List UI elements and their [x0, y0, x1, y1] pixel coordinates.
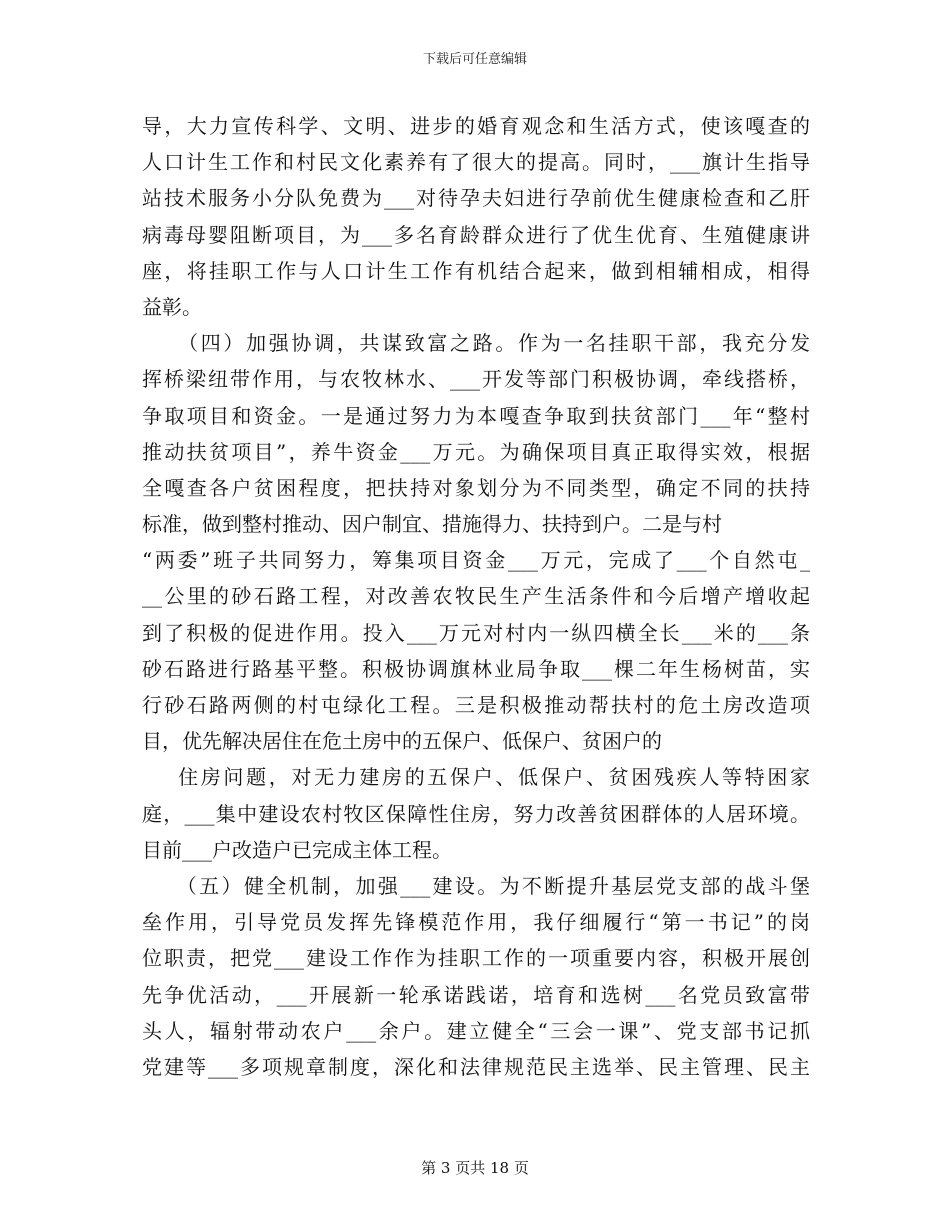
- text-line: 全嘎查各户贫困程度，把扶持对象划分为不同类型，确定不同的扶持: [142, 475, 810, 500]
- text-line: 到了积极的促进作用。投入___万元对村内一纵四横全长___米的___条: [142, 620, 810, 645]
- text-line: 党建等___多项规章制度，深化和法律规范民主选举、民主管理、民主: [142, 1054, 810, 1079]
- document-body: [142, 108, 810, 1085]
- text-line: 头人，辐射带动农户___余户。建立健全“三会一课”、党支部书记抓: [142, 1018, 810, 1043]
- page-header: 下载后可任意编辑: [422, 52, 527, 67]
- text-line: 导，大力宣传科学、文明、进步的婚育观念和生活方式，使该嘎查的: [142, 114, 810, 138]
- text-line: 垒作用，引导党员发挥先锋模范作用，我仔细履行“第一书记”的岗: [142, 910, 810, 935]
- text-line: __公里的砂石路工程，对改善农牧民生产生活条件和今后增产增收起: [142, 584, 810, 609]
- text-line: 人口计生工作和村民文化素养有了很大的提高。同时，___旗计生指导: [142, 150, 810, 175]
- text-line: 病毒母婴阻断项目，为___多名育龄群众进行了优生优育、生殖健康讲: [142, 222, 810, 247]
- text-line: 座，将挂职工作与人口计生工作有机结合起来，做到相辅相成，相得: [142, 258, 810, 283]
- page-footer: 第 3 页共 18 页: [421, 1159, 529, 1177]
- text-line: 住房问题，对无力建房的五保户、低保户、贫困残疾人等特困家: [142, 765, 810, 790]
- text-line: 目前___户改造户已完成主体工程。: [142, 837, 452, 862]
- text-line: 目，优先解决居住在危土房中的五保户、低保户、贫困户的: [142, 729, 662, 754]
- text-line: 位职责，把党___建设工作作为挂职工作的一项重要内容，积极开展创: [142, 946, 810, 971]
- text-line: 争取项目和资金。一是通过努力为本嘎查争取到扶贫部门___年“整村: [142, 403, 810, 428]
- text-line: 推动扶贫项目”，养牛资金___万元。为确保项目真正取得实效，根据: [142, 439, 810, 464]
- text-line: 标准，做到整村推动、因户制宜、措施得力、扶持到户。二是与村: [142, 512, 722, 537]
- text-line: （四）加强协调，共谋致富之路。作为一名挂职干部，我充分发: [142, 331, 810, 356]
- text-line: “两委”班子共同努力，筹集项目资金___万元，完成了___个自然屯_: [142, 548, 810, 573]
- text-line: 站技术服务小分队免费为___对待孕夫妇进行孕前优生健康检查和乙肝: [142, 186, 810, 211]
- text-line: 挥桥梁纽带作用，与农牧林水、___开发等部门积极协调，牵线搭桥，: [142, 367, 810, 392]
- text-line: 行砂石路两侧的村屯绿化工程。三是积极推动帮扶村的危土房改造项: [142, 693, 810, 717]
- text-line: 庭，___集中建设农村牧区保障性住房，努力改善贫困群体的人居环境。: [142, 801, 810, 826]
- text-line: （五）健全机制，加强___建设。为不断提升基层党支部的战斗堡: [142, 873, 810, 898]
- text-line: 先争优活动，___开展新一轮承诺践诺，培育和选树___名党员致富带: [142, 982, 810, 1007]
- text-line: 砂石路进行路基平整。积极协调旗林业局争取___棵二年生杨树苗，实: [142, 656, 810, 681]
- text-line: 益彰。: [142, 294, 202, 319]
